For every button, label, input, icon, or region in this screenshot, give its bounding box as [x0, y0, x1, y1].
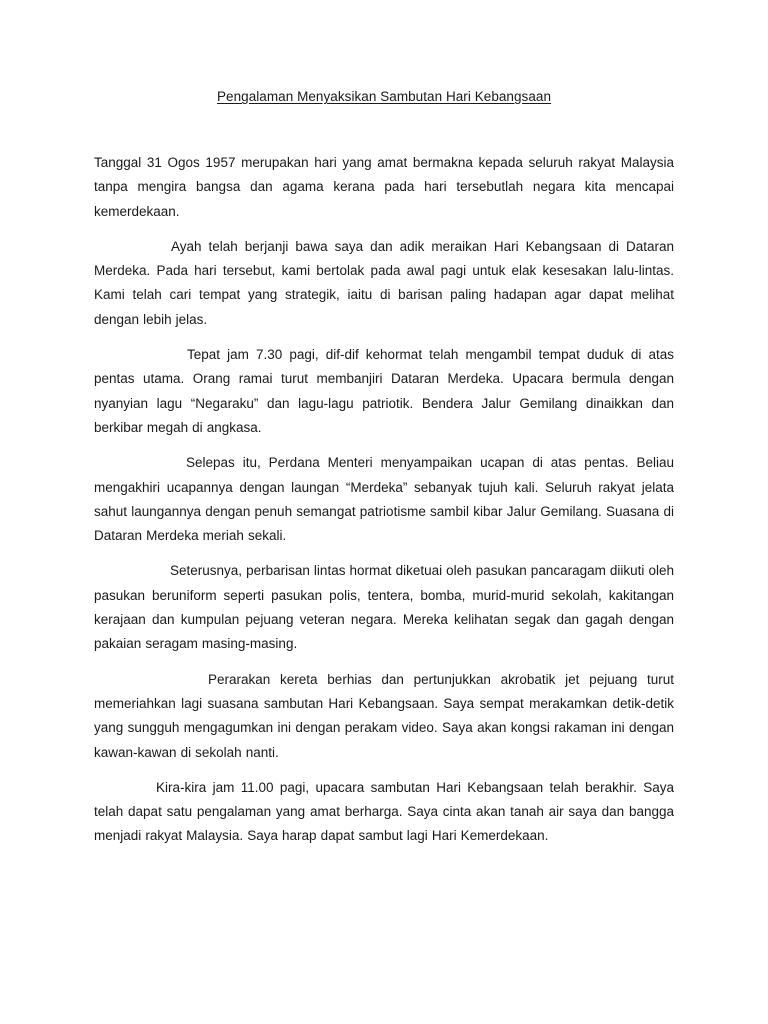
paragraph-2: Ayah telah berjanji bawa saya dan adik meraikan Hari Kebangsaan di Dataran Merdeka. Pada hari tersebut, kami bertolak pada awal pagi untuk elak kesesakan lalu-lintas. Kami telah cari tempat yang strategik, iaitu di barisan paling hadapan agar dapat melihat dengan lebih jelas. — [94, 238, 674, 327]
paragraph-7: Kira-kira jam 11.00 pagi, upacara sambutan Hari Kebangsaan telah berakhir. Saya telah dapat satu pengalaman yang amat berharga. Saya cinta akan tanah air saya dan bangga menjadi rakyat Malaysia. Saya harap dapat sambut lagi Hari Kemerdekaan. — [94, 779, 674, 844]
document-title: Pengalaman Menyaksikan Sambutan Hari Kebangsaan — [216, 89, 552, 104]
paragraph-6: Perarakan kereta berhias dan pertunjukkan akrobatik jet pejuang turut memeriahkan lagi suasana sambutan Hari Kebangsaan. Saya sempat merakamkan detik-detik yang sungguh mengagumkan ini dengan perakam video. Saya akan kongsi rakaman ini dengan kawan-kawan di sekolah nanti. — [94, 671, 674, 760]
paragraph-4: Selepas itu, Perdana Menteri menyampaikan ucapan di atas pentas. Beliau mengakhiri ucapannya dengan laungan “Merdeka” sebanyak tujuh kali. Seluruh rakyat jelata sahut laungannya dengan penuh semangat patriotisme sambil kibar Jalur Gemilang. Suasana di Dataran Merdeka meriah sekali. — [94, 455, 674, 544]
paragraph-5: Seterusnya, perbarisan lintas hormat diketuai oleh pasukan pancaragam diikuti oleh pasukan beruniform seperti pasukan polis, tentera, bomba, murid-murid sekolah, kakitangan kerajaan dan kumpulan pejuang veteran negara. Mereka kelihatan segak dan gagah dengan pakaian seragam masing-masing. — [94, 563, 674, 652]
paragraph-3: Tepat jam 7.30 pagi, dif-dif kehormat telah mengambil tempat duduk di atas pentas utama. Orang ramai turut membanjiri Dataran Merdeka. Upacara bermula dengan nyanyian lagu “Negaraku” dan lagu-lagu patriotik. Bendera Jalur Gemilang dinaikkan dan berkibar megah di angkasa. — [94, 347, 674, 435]
document-body — [94, 151, 674, 860]
paragraph-1: Tanggal 31 Ogos 1957 merupakan hari yang amat bermakna kepada seluruh rakyat Malaysia tanpa mengira bangsa dan agama kerana pada hari tersebutlah negara kita mencapai kemerdekaan. — [94, 155, 674, 219]
